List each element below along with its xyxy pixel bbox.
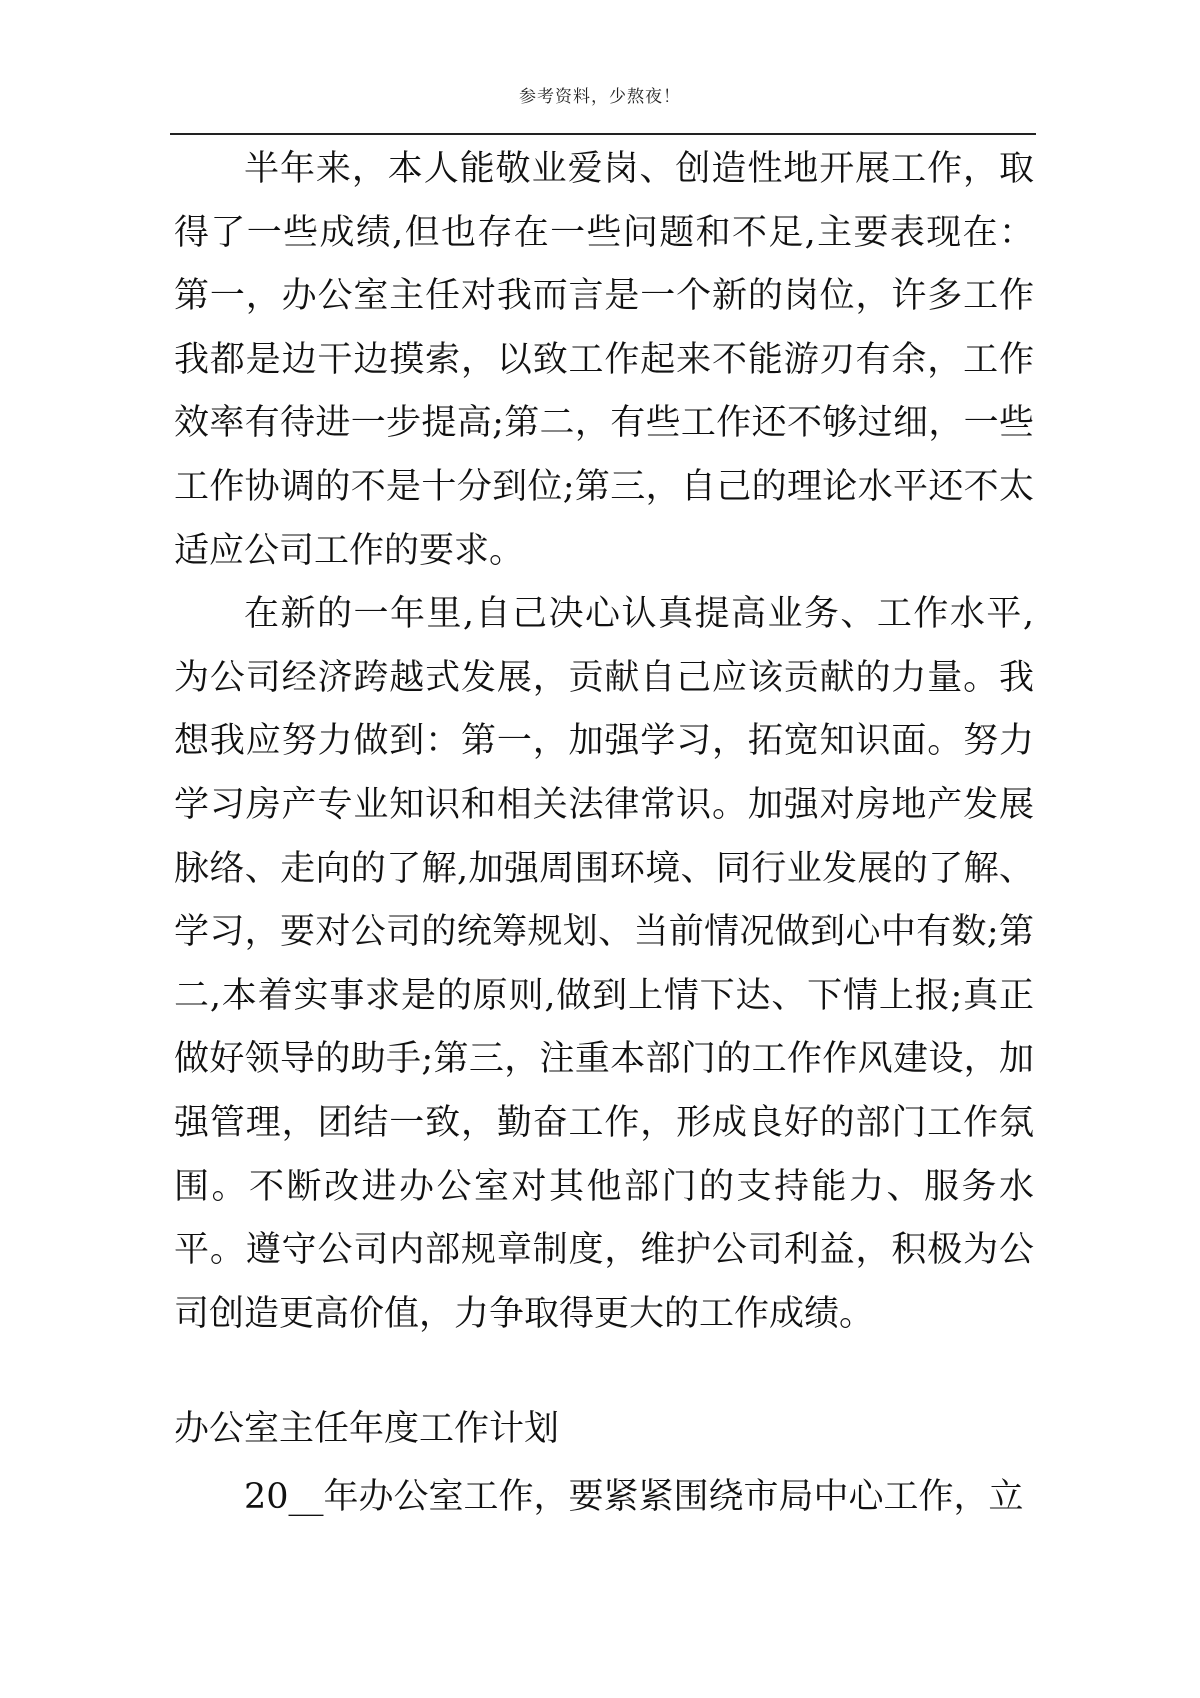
- paragraph-summary: 半年来，本人能敬业爱岗、创造性地开展工作，取得了一些成绩,但也存在一些问题和不足,主要表现在：第一，办公室主任对我而言是一个新的岗位，许多工作我都是边干边摸索，以致工作起来不能游刃有余，工作效率有待进一步提高;第二，有些工作还不够过细，一些工作协调的不是十分到位;第三，自己的理论水平还不太适应公司工作的要求。: [174, 149, 1034, 571]
- paragraph-plan: 在新的一年里,自己决心认真提高业务、工作水平,为公司经济跨越式发展，贡献自己应该贡献的力量。我想我应努力做到：第一，加强学习，拓宽知识面。努力学习房产专业知识和相关法律常识。加强对房地产发展脉络、走向的了解,加强周围环境、同行业发展的了解、学习，要对公司的统筹规划、当前情况做到心中有数;第二,本着实事求是的原则,做到上情下达、下情上报;真正做好领导的助手;第三，注重本部门的工作作风建设，加强管理，团结一致，勤奋工作，形成良好的部门工作氛围。不断改进办公室对其他部门的支持能力、服务水平。遵守公司内部规章制度，维护公司利益，积极为公司创造更高价值，力争取得更大的工作成绩。: [174, 594, 1034, 1334]
- paragraph-continuation: 20__年办公室工作，要紧紧围绕市局中心工作，立: [244, 1477, 1024, 1517]
- document-body: [174, 138, 1034, 1346]
- section-title: 办公室主任年度工作计划: [174, 1409, 560, 1449]
- header-divider: [170, 133, 1036, 135]
- page-header: 参考资料，少熬夜！: [519, 87, 681, 107]
